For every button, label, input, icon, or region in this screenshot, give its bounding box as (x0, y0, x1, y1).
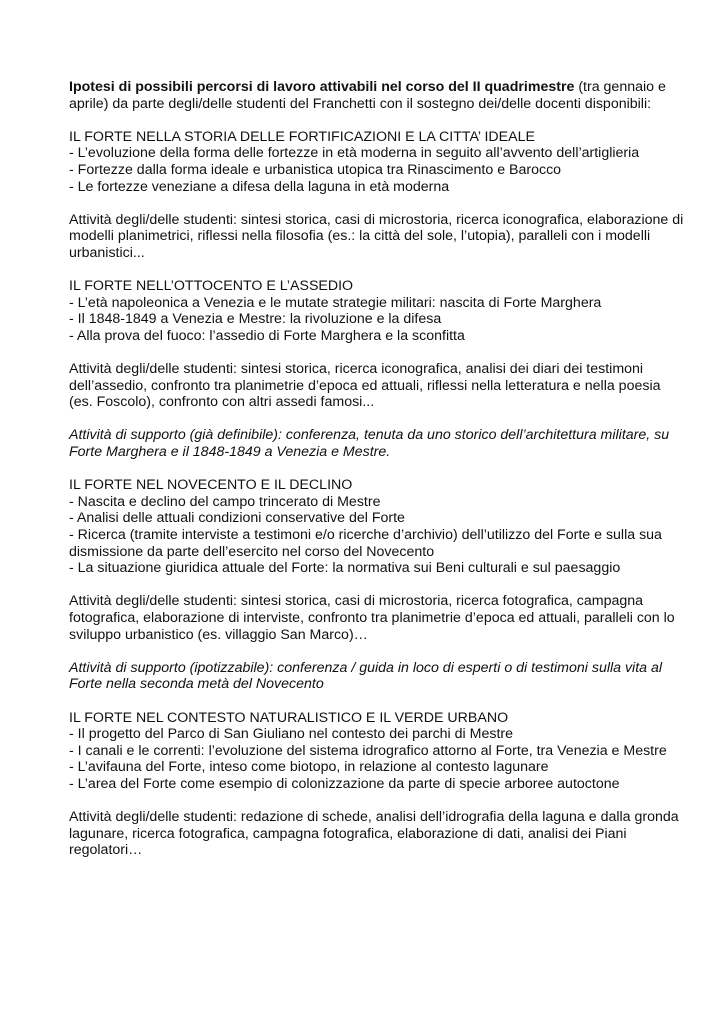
section-item: - Il 1848-1849 a Venezia e Mestre: la rivoluzione e la difesa (69, 311, 442, 328)
section-activities: Attività degli/delle studenti: redazione di schede, analisi dell’idrografia della laguna e dalla gronda lagunare, ricerca fotografica, campagna fotografica, elaborazione di dati, analisi dei Piani regolatori… (69, 809, 679, 859)
section-title: IL FORTE NELL’OTTOCENTO E L’ASSEDIO (69, 278, 354, 295)
section-item: - Le fortezze veneziane a difesa della laguna in età moderna (69, 178, 450, 195)
section-activities: Attività degli/delle studenti: sintesi storica, casi di microstoria, ricerca iconografica, elaborazione di modelli planimetrici, riflessi nella filosofia (es.: la città del sole, l’utopia), paralleli con i modelli urbanistici... (69, 211, 684, 261)
section-activities: Attività degli/delle studenti: sintesi storica, ricerca iconografica, analisi dei diari dei testimoni dell’assedio, confronto tra planimetrie d’epoca ed attuali, riflessi nella letteratura e nella poesia (es. Foscolo), confronto con altri assedi famosi... (69, 361, 661, 411)
section-title: IL FORTE NELLA STORIA DELLE FORTIFICAZIONI E LA CITTA’ IDEALE (69, 128, 535, 145)
section-ottocento (69, 278, 684, 461)
section-item: - L’evoluzione della forma delle fortezze in età moderna in seguito all’avvento dell’artiglieria (69, 145, 640, 162)
section-item: - I canali e le correnti: l’evoluzione del sistema idrografico attorno al Forte, tra Venezia e Mestre (69, 742, 667, 759)
section-item: - L’età napoleonica a Venezia e le mutate strategie militari: nascita di Forte Marghera (69, 294, 602, 311)
section-item: - Fortezze dalla forma ideale e urbanistica utopica tra Rinascimento e Barocco (69, 161, 562, 178)
section-item: - Ricerca (tramite interviste a testimoni e/o ricerche d’archivio) dell’utilizzo del Forte e sulla sua dismissione da parte dell’esercito nel corso del Novecento (69, 527, 662, 560)
section-item: - Nascita e declino del campo trincerato di Mestre (69, 493, 381, 510)
intro-bold-text: Ipotesi di possibili percorsi di lavoro attivabili nel corso del II quadrimestre (69, 79, 575, 95)
intro-paragraph (69, 79, 684, 112)
section-naturalistico (69, 710, 684, 859)
section-item: - L’area del Forte come esempio di colonizzazione da parte di specie arboree autoctone (69, 775, 620, 792)
section-support: Attività di supporto (già definibile): conferenza, tenuta da uno storico dell’architettura militare, su Forte Marghera e il 1848-1849 a Venezia e Mestre. (69, 427, 670, 461)
section-fortifications (69, 129, 684, 262)
section-support: Attività di supporto (ipotizzabile): conferenza / guida in loco di esperti o di testimoni sulla vita al Forte nella seconda metà del Novecento (69, 659, 663, 693)
section-item: - Analisi delle attuali condizioni conservative del Forte (69, 510, 405, 527)
section-item: - Il progetto del Parco di San Giuliano nel contesto dei parchi di Mestre (69, 726, 513, 743)
section-item: - L’avifauna del Forte, inteso come biotopo, in relazione al contesto lagunare (69, 759, 549, 776)
section-title: IL FORTE NEL NOVECENTO E IL DECLINO (69, 477, 353, 494)
section-title: IL FORTE NEL CONTESTO NATURALISTICO E IL VERDE URBANO (69, 709, 509, 726)
section-item: - Alla prova del fuoco: l’assedio di Forte Marghera e la sconfitta (69, 327, 465, 344)
section-activities: Attività degli/delle studenti: sintesi storica, casi di microstoria, ricerca fotografica, campagna fotografica, elaborazione di interviste, confronto tra planimetrie d’epoca ed attuali, paralleli con lo sviluppo urbanistico (es. villaggio San Marco)… (69, 593, 675, 643)
section-novecento (69, 477, 684, 693)
intro-text: (tra gennaio e aprile) da parte degli/delle studenti del Franchetti con il sostegno dei/delle docenti disponibili: (69, 79, 666, 112)
section-item: - La situazione giuridica attuale del Forte: la normativa sui Beni culturali e sul paesaggio (69, 560, 621, 577)
